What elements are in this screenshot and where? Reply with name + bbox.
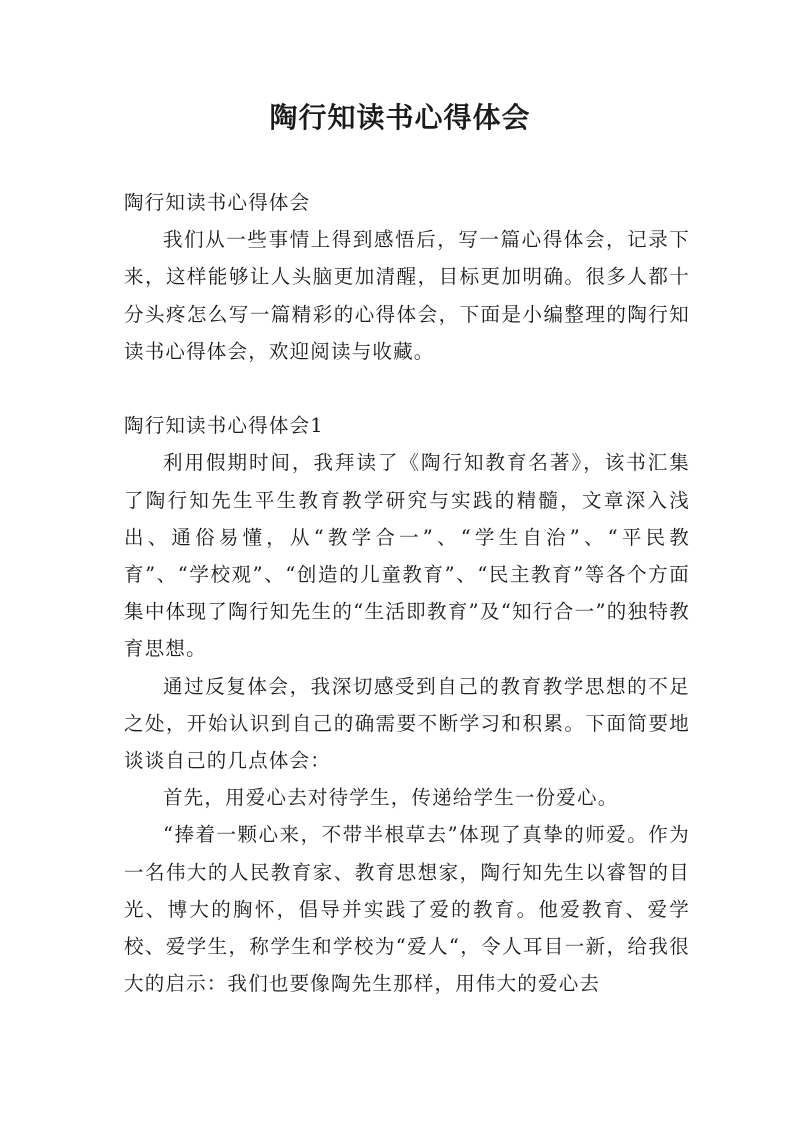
intro-heading: 陶行知读书心得体会	[124, 191, 311, 214]
document-body	[124, 184, 690, 1002]
body-paragraph: “捧着一颗心来，不带半根草去”体现了真挚的师爱。作为一名伟大的人民教育家、教育思想家，陶行知先生以睿智的目光、博大的胸怀，倡导并实践了爱的教育。他爱教育、爱学校、爱学生，称学生和学校为“爱人“，令人耳目一新，给我很大的启示：我们也要像陶先生那样，用伟大的爱心去	[124, 823, 690, 996]
body-paragraph: 通过反复体会，我深切感受到自己的教育教学思想的不足之处，开始认识到自己的确需要不断学习和积累。下面简要地谈谈自己的几点体会：	[124, 674, 690, 773]
body-paragraph: 利用假期时间，我拜读了《陶行知教育名著》，该书汇集了陶行知先生平生教育教学研究与实践的精髓，文章深入浅出、通俗易懂，从“教学合一”、“学生自治”、“平民教育”、“学校观”、“创造的儿童教育”、“民主教育”等各个方面集中体现了陶行知先生的“生活即教育”及“知行合一”的独特教育思想。	[124, 451, 690, 661]
blank-line	[124, 370, 690, 407]
section-heading: 陶行知读书心得体会1	[124, 414, 324, 438]
body-paragraph: 首先，用爱心去对待学生，传递给学生一份爱心。	[163, 786, 619, 810]
document-title: 陶行知读书心得体会	[269, 101, 531, 134]
intro-paragraph: 我们从一些事情上得到感悟后，写一篇心得体会，记录下来，这样能够让人头脑更加清醒，目标更加明确。很多人都十分头疼怎么写一篇精彩的心得体会，下面是小编整理的陶行知读书心得体会，欢迎阅读与收藏。	[124, 228, 690, 363]
